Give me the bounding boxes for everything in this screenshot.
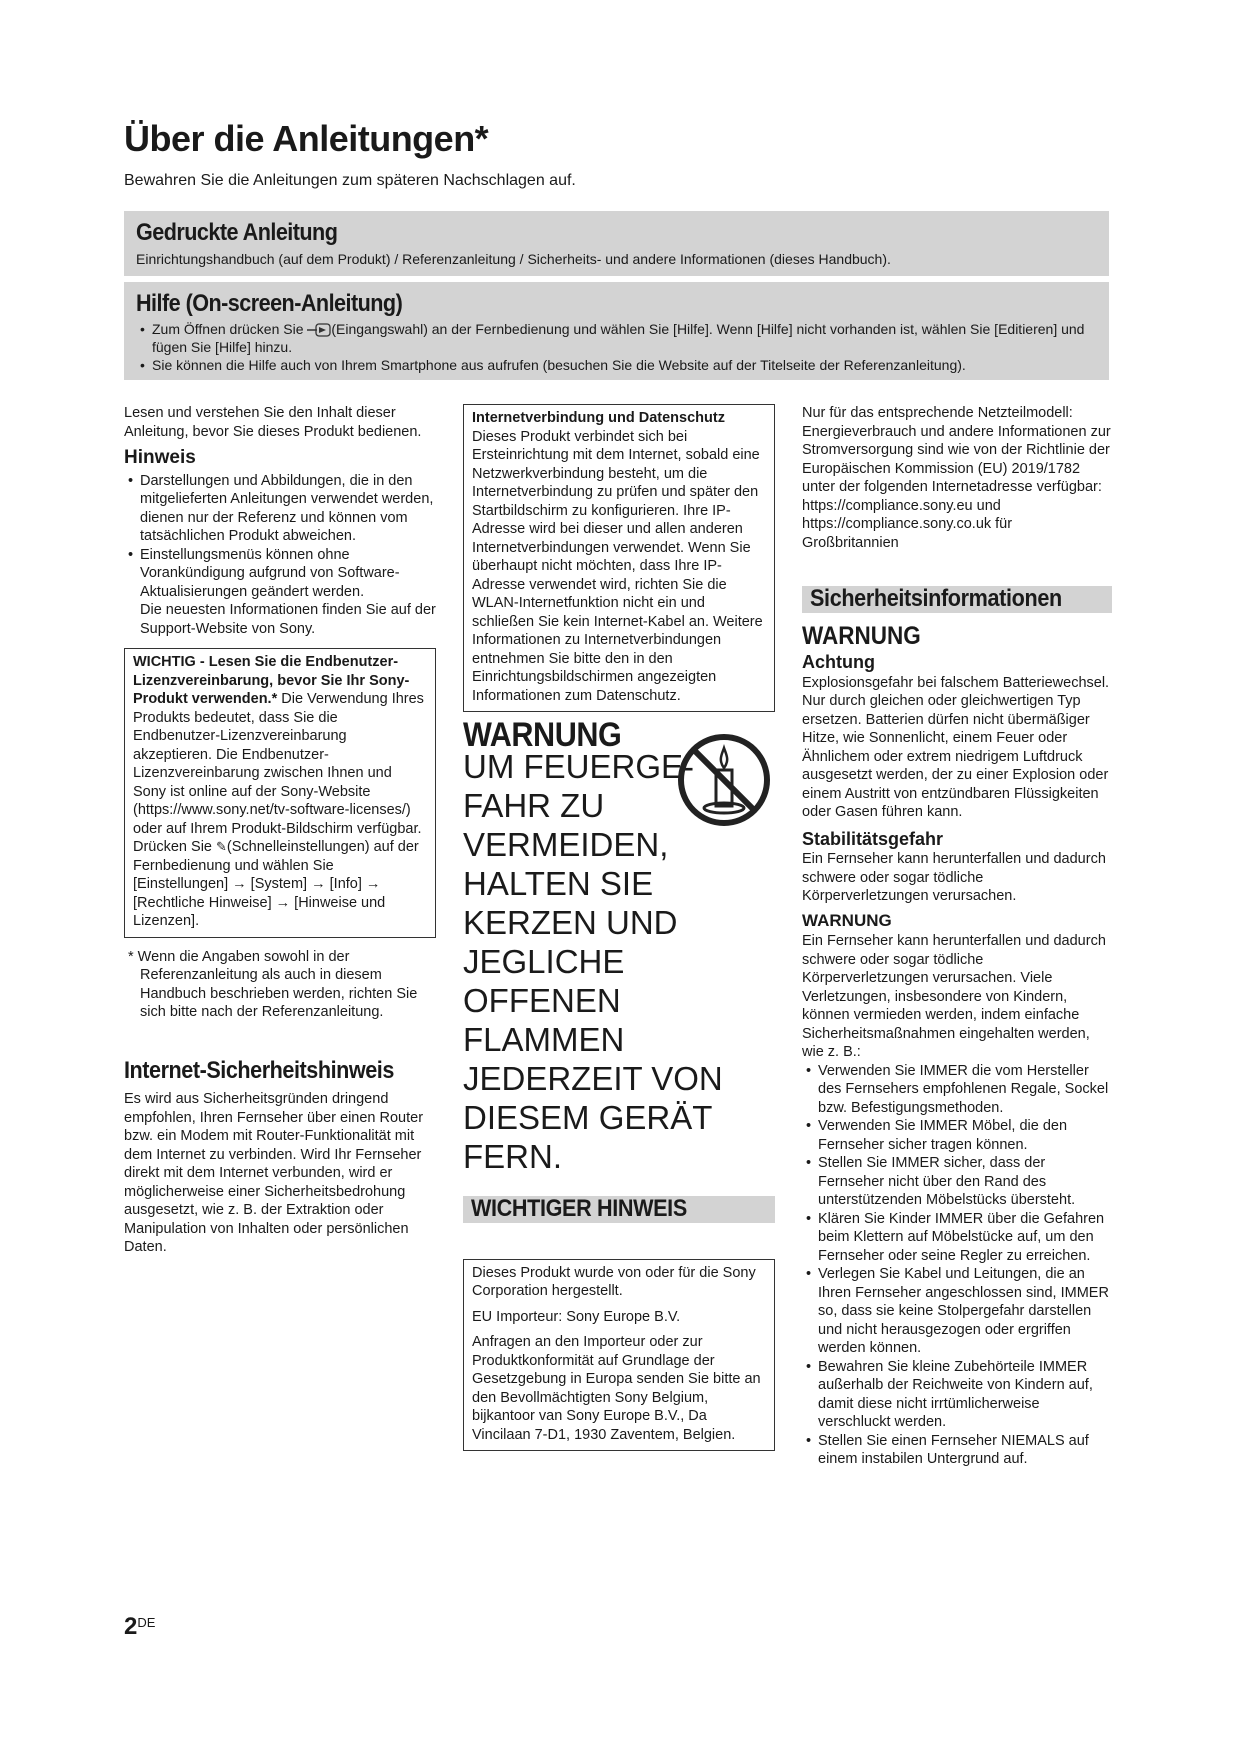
importer-box [463,1259,775,1452]
importer-text: Dieses Produkt wurde von oder für die Sony Corporation hergestellt. [472,1264,756,1299]
candle-warning-title: WARNUNG [463,716,622,754]
achtung-text: Explosionsgefahr bei falschem Batteriewechsel. Nur durch gleichen oder gleichwertigen Typ ersetzen. Batterien dürfen nicht übermäßiger Hitze, wie Sonnenlicht, einem Feuer oder Ähnlichem oder extrem niedrigem Luftdruck ausgesetzt werden, der zu einer Explosion oder einem Austritt von entzündbaren Flüssigkeiten oder Gasen führen kann. [802,674,1110,820]
printed-manual-box [124,211,1109,276]
page-number-value: 2 [124,1613,138,1640]
column-middle [463,404,775,1451]
safety-list [802,1062,1112,1469]
list-item-text: Einstellungsmenüs können ohne Vorankündigung aufgrund von Software-Aktualisierungen geändert werden. [140,546,400,600]
help-guide-list [136,320,1097,374]
privacy-box [463,404,775,712]
column-right [802,404,1112,1469]
achtung-heading: Achtung [802,652,875,672]
safety-info-heading [802,586,1112,613]
safety-info-heading-text: Sicherheitsinformationen [810,585,1062,612]
importer-text: Anfragen an den Importeur oder zur Produktkonformität auf Grundlage der Gesetzgebung in Europa senden Sie bitte an den Bevollmächtigten Sony Belgium, bijkantoor van Sony Europe B.V., Da Vincilaan 7-D1, 1930 Zaventem, Belgien. [472,1334,761,1443]
privacy-heading: Internetverbindung und Datenschutz [472,410,725,426]
warnung2-heading: WARNUNG [802,910,892,930]
candle-warning-text: UM FEUERGE-FAHR ZU VERMEIDEN, HALTEN SIE KERZEN UND JEGLICHE OFFENEN FLAMMEN JEDERZEIT VON DIESEM GERÄT FERN. [463,747,723,1175]
privacy-text: Dieses Produkt verbindet sich bei Ersteinrichtung mit dem Internet, sobald eine Netzwerkverbindung besteht, um die Internetverbindung zu prüfen und später den Startbildschirm zu konfigurieren. Ihre IP-Adresse wird bei dieser und allen anderen Internetverbindungen verwendet. Wenn Sie überhaupt nicht möchten, dass Ihre IP-Adresse verwendet wird, richten Sie die WLAN-Internetfunktion nicht ein und schließen Sie kein Internet-Kabel an. Weitere Informationen zu Internetverbindungen entnehmen Sie bitte den in den Einrichtungsbildschirmen angezeigten Informationen zum Datenschutz. [472,428,763,704]
page-subtitle: Bewahren Sie die Anleitungen zum späteren Nachschlagen auf. [124,172,576,189]
printed-manual-text: Einrichtungshandbuch (auf dem Produkt) / Referenzanleitung / Sicherheits- und andere Informationen (dieses Handbuch). [136,251,891,267]
help-guide-item [136,320,1097,356]
list-item: • Darstellungen und Abbildungen, die in den mitgelieferten Anleitungen verwendet werden, dienen nur der Referenz und können vom tatsächlichen Produkt abweichen. [124,472,436,546]
list-item: • Stellen Sie IMMER sicher, dass der Fernseher nicht über den Rand des unterstützenden Möbelstücks übersteht. [802,1154,1112,1210]
hinweis-list [124,472,436,639]
important-notice-heading [463,1196,775,1223]
column-left [124,404,436,1257]
importer-text: EU Importeur: Sony Europe B.V. [472,1308,681,1325]
help-item-text: Zum Öffnen drücken Sie [152,321,304,337]
stability-text: Ein Fernseher kann herunterfallen und dadurch schwere oder sogar tödliche Körperverletzungen verursachen. [802,851,1106,904]
hinweis-heading: Hinweis [124,447,196,468]
candle-warning [463,716,775,1196]
help-guide-heading: Hilfe (On-screen-Anleitung) [136,290,403,317]
list-item [124,546,436,639]
list-item: • Bewahren Sie kleine Zubehörteile IMMER außerhalb der Reichweite von Kindern auf, damit diese nicht irrtümlicherweise verschluckt werden. [802,1358,1112,1432]
page-number-suffix: DE [137,1615,156,1630]
page-number [124,1613,155,1641]
list-item: • Verlegen Sie Kabel und Leitungen, die an Ihren Fernseher angeschlossen sind, IMMER so, dass sie keine Stolpergefahr darstellen und nicht herausgezogen oder ergriffen werden können. [802,1265,1112,1358]
no-candle-icon [676,732,772,828]
list-item: • Stellen Sie einen Fernseher NIEMALS auf einem instabilen Untergrund auf. [802,1432,1112,1469]
printed-manual-heading: Gedruckte Anleitung [136,219,338,246]
internet-security-heading: Internet-Sicherheitshinweis [124,1056,394,1084]
eula-box [124,648,436,938]
intro-text: Lesen und verstehen Sie den Inhalt dieser Anleitung, bevor Sie dieses Produkt bedienen. [124,405,422,440]
eula-text: Die Verwendung Ihres Produkts bedeutet, dass Sie die Endbenutzer-Lizenzvereinbarung akzeptieren. Die Endbenutzer-Lizenzvereinbarung zwischen Ihnen und Sony ist online auf der Sony-Website (https://www.sony.net/tv-software-licenses/) oder auf Ihrem Produkt-Bildschirm verfügbar. Drücken Sie [133,691,424,855]
list-item: • Verwenden Sie IMMER die vom Hersteller des Fernsehers empfohlenen Regale, Sockel bzw. Befestigungsmethoden. [802,1062,1112,1118]
power-info-text: Nur für das entsprechende Netzteilmodell: Energieverbrauch und andere Informationen zur Stromversorgung sind wie von der Richtlinie der Europäischen Kommission (EU) 2019/1782 unter der folgenden Internetadresse verfügbar: https://compliance.sony.eu und https://compliance.sony.co.uk für Großbritannien [802,405,1111,551]
eula-bold-text: WICHTIG - Lesen Sie die Endbenutzer-Lizenzvereinbarung, bevor Sie Ihr Sony-Produkt verwenden.* [133,654,410,707]
help-guide-item: • Sie können die Hilfe auch von Ihrem Smartphone aus aufrufen (besuchen Sie die Website auf der Titelseite der Referenzanleitung). [136,356,1097,374]
footnote: * Wenn die Angaben sowohl in der Referenzanleitung als auch in diesem Handbuch beschrieben werden, richten Sie sich bitte nach der Referenzanleitung. [128,948,418,1020]
stability-heading: Stabilitätsgefahr [802,828,944,849]
page-title: Über die Anleitungen* [124,118,489,159]
eula-text-2: (Schnelleinstellungen) auf der Fernbedienung und wählen Sie [Einstellungen] → [System] → [Info] → [Rechtliche Hinweise] → [Hinweise und Lizenzen]. [133,839,419,929]
list-item: • Verwenden Sie IMMER Möbel, die den Fernseher sicher tragen können. [802,1117,1112,1154]
list-item-extra: Die neuesten Informationen finden Sie auf der Support-Website von Sony. [140,602,436,637]
help-item-text: (Eingangswahl) an der Fernbedienung und wählen Sie [Hilfe]. Wenn [Hilfe] nicht vorhanden ist, wählen Sie [Editieren] und fügen Sie [Hilfe] hinzu. [152,321,1085,355]
warnung-heading: WARNUNG [802,621,921,650]
internet-security-text: Es wird aus Sicherheitsgründen dringend empfohlen, Ihren Fernseher über einen Router bzw. ein Modem mit Router-Funktionalität mit dem Internet zu verbinden. Wird Ihr Fernseher direkt mit dem Internet verbunden, wird er möglicherweise einer Sicherheitsbedrohung ausgesetzt, wie z. B. der Extraktion oder Manipulation von Inhalten oder persönlichen Daten. [124,1091,424,1255]
help-guide-box [124,282,1109,380]
quick-settings-icon: ✎ [216,839,227,854]
input-select-icon [307,323,331,337]
list-item: • Klären Sie Kinder IMMER über die Gefahren beim Klettern auf Möbelstücke auf, um den Fernseher oder seine Regler zu erreichen. [802,1210,1112,1266]
warnung2-text: Ein Fernseher kann herunterfallen und dadurch schwere oder sogar tödliche Körperverletzungen verursachen. Viele Verletzungen, insbesondere von Kindern, können vermieden werden, indem einfache Sicherheitsmaßnahmen eingehalten werden, wie z. B.: [802,933,1106,1060]
important-notice-heading-text: WICHTIGER HINWEIS [471,1195,687,1222]
